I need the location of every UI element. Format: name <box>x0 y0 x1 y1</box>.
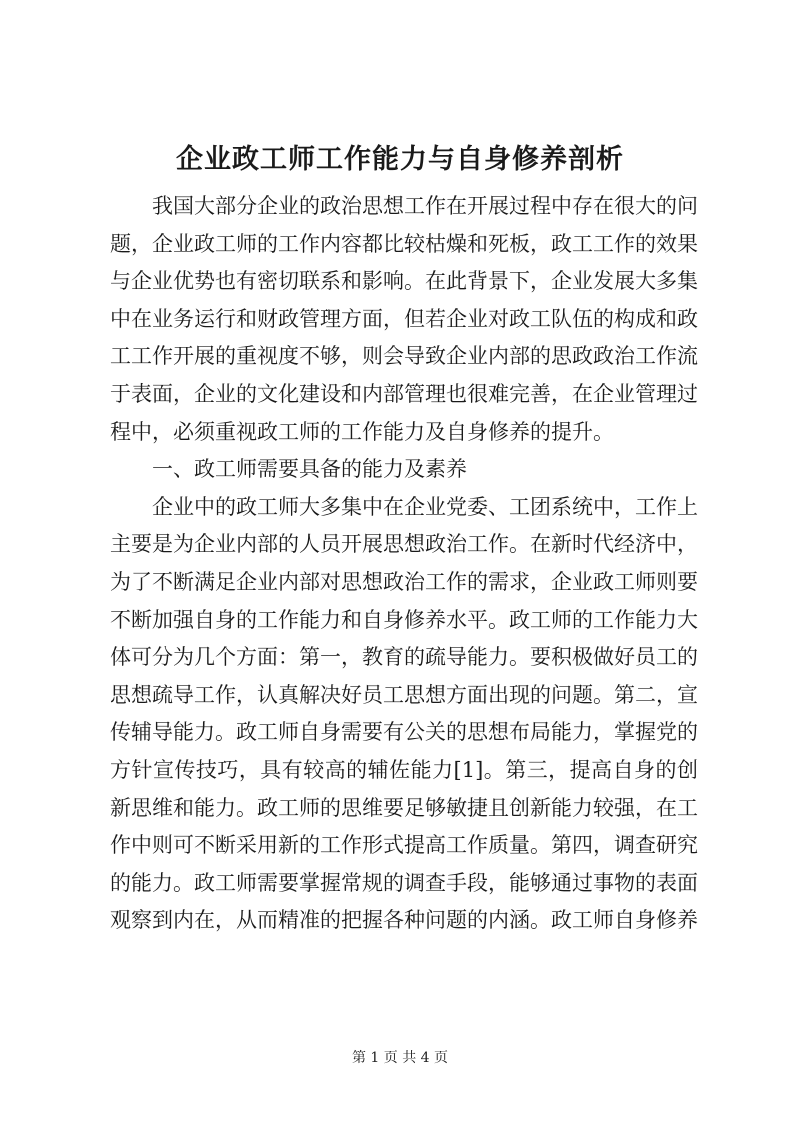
document-title: 企业政工师工作能力与自身修养剖析 <box>176 144 624 175</box>
paragraph-section-1: 企业中的政工师大多集中在企业党委、工团系统中，工作上主要是为企业内部的人员开展思想政治工作。在新时代经济中，为了不断满足企业内部对思想政治工作的需求，企业政工师则要不断加强自身的工作能力和自身修养水平。政工师的工作能力大体可分为几个方面：第一，教育的疏导能力。要积极做好员工的思想疏导工作，认真解决好员工思想方面出现的问题。第二，宣传辅导能力。政工师自身需要有公关的思想布局能力，掌握党的方针宣传技巧，具有较高的辅佐能力[1]。第三，提高自身的创新思维和能力。政工师的思维要足够敏捷且创新能力较强，在工作中则可不断采用新的工作形式提高工作质量。第四，调查研究的能力。政工师需要掌握常规的调查手段，能够通过事物的表面观察到内在，从而精准的把握各种问题的内涵。政工师自身修养 <box>110 494 698 933</box>
section-heading-1: 一、政工师需要具备的能力及素养 <box>152 457 467 482</box>
page-number-footer: 第 1 页 共 4 页 <box>351 1050 449 1066</box>
document-body <box>110 188 698 940</box>
paragraph-intro: 我国大部分企业的政治思想工作在开展过程中存在很大的问题，企业政工师的工作内容都比较枯燥和死板，政工工作的效果与企业优势也有密切联系和影响。在此背景下，企业发展大多集中在业务运行和财政管理方面，但若企业对政工队伍的构成和政工工作开展的重视度不够，则会导致企业内部的思政政治工作流于表面，企业的文化建设和内部管理也很难完善，在企业管理过程中，必须重视政工师的工作能力及自身修养的提升。 <box>110 194 698 444</box>
